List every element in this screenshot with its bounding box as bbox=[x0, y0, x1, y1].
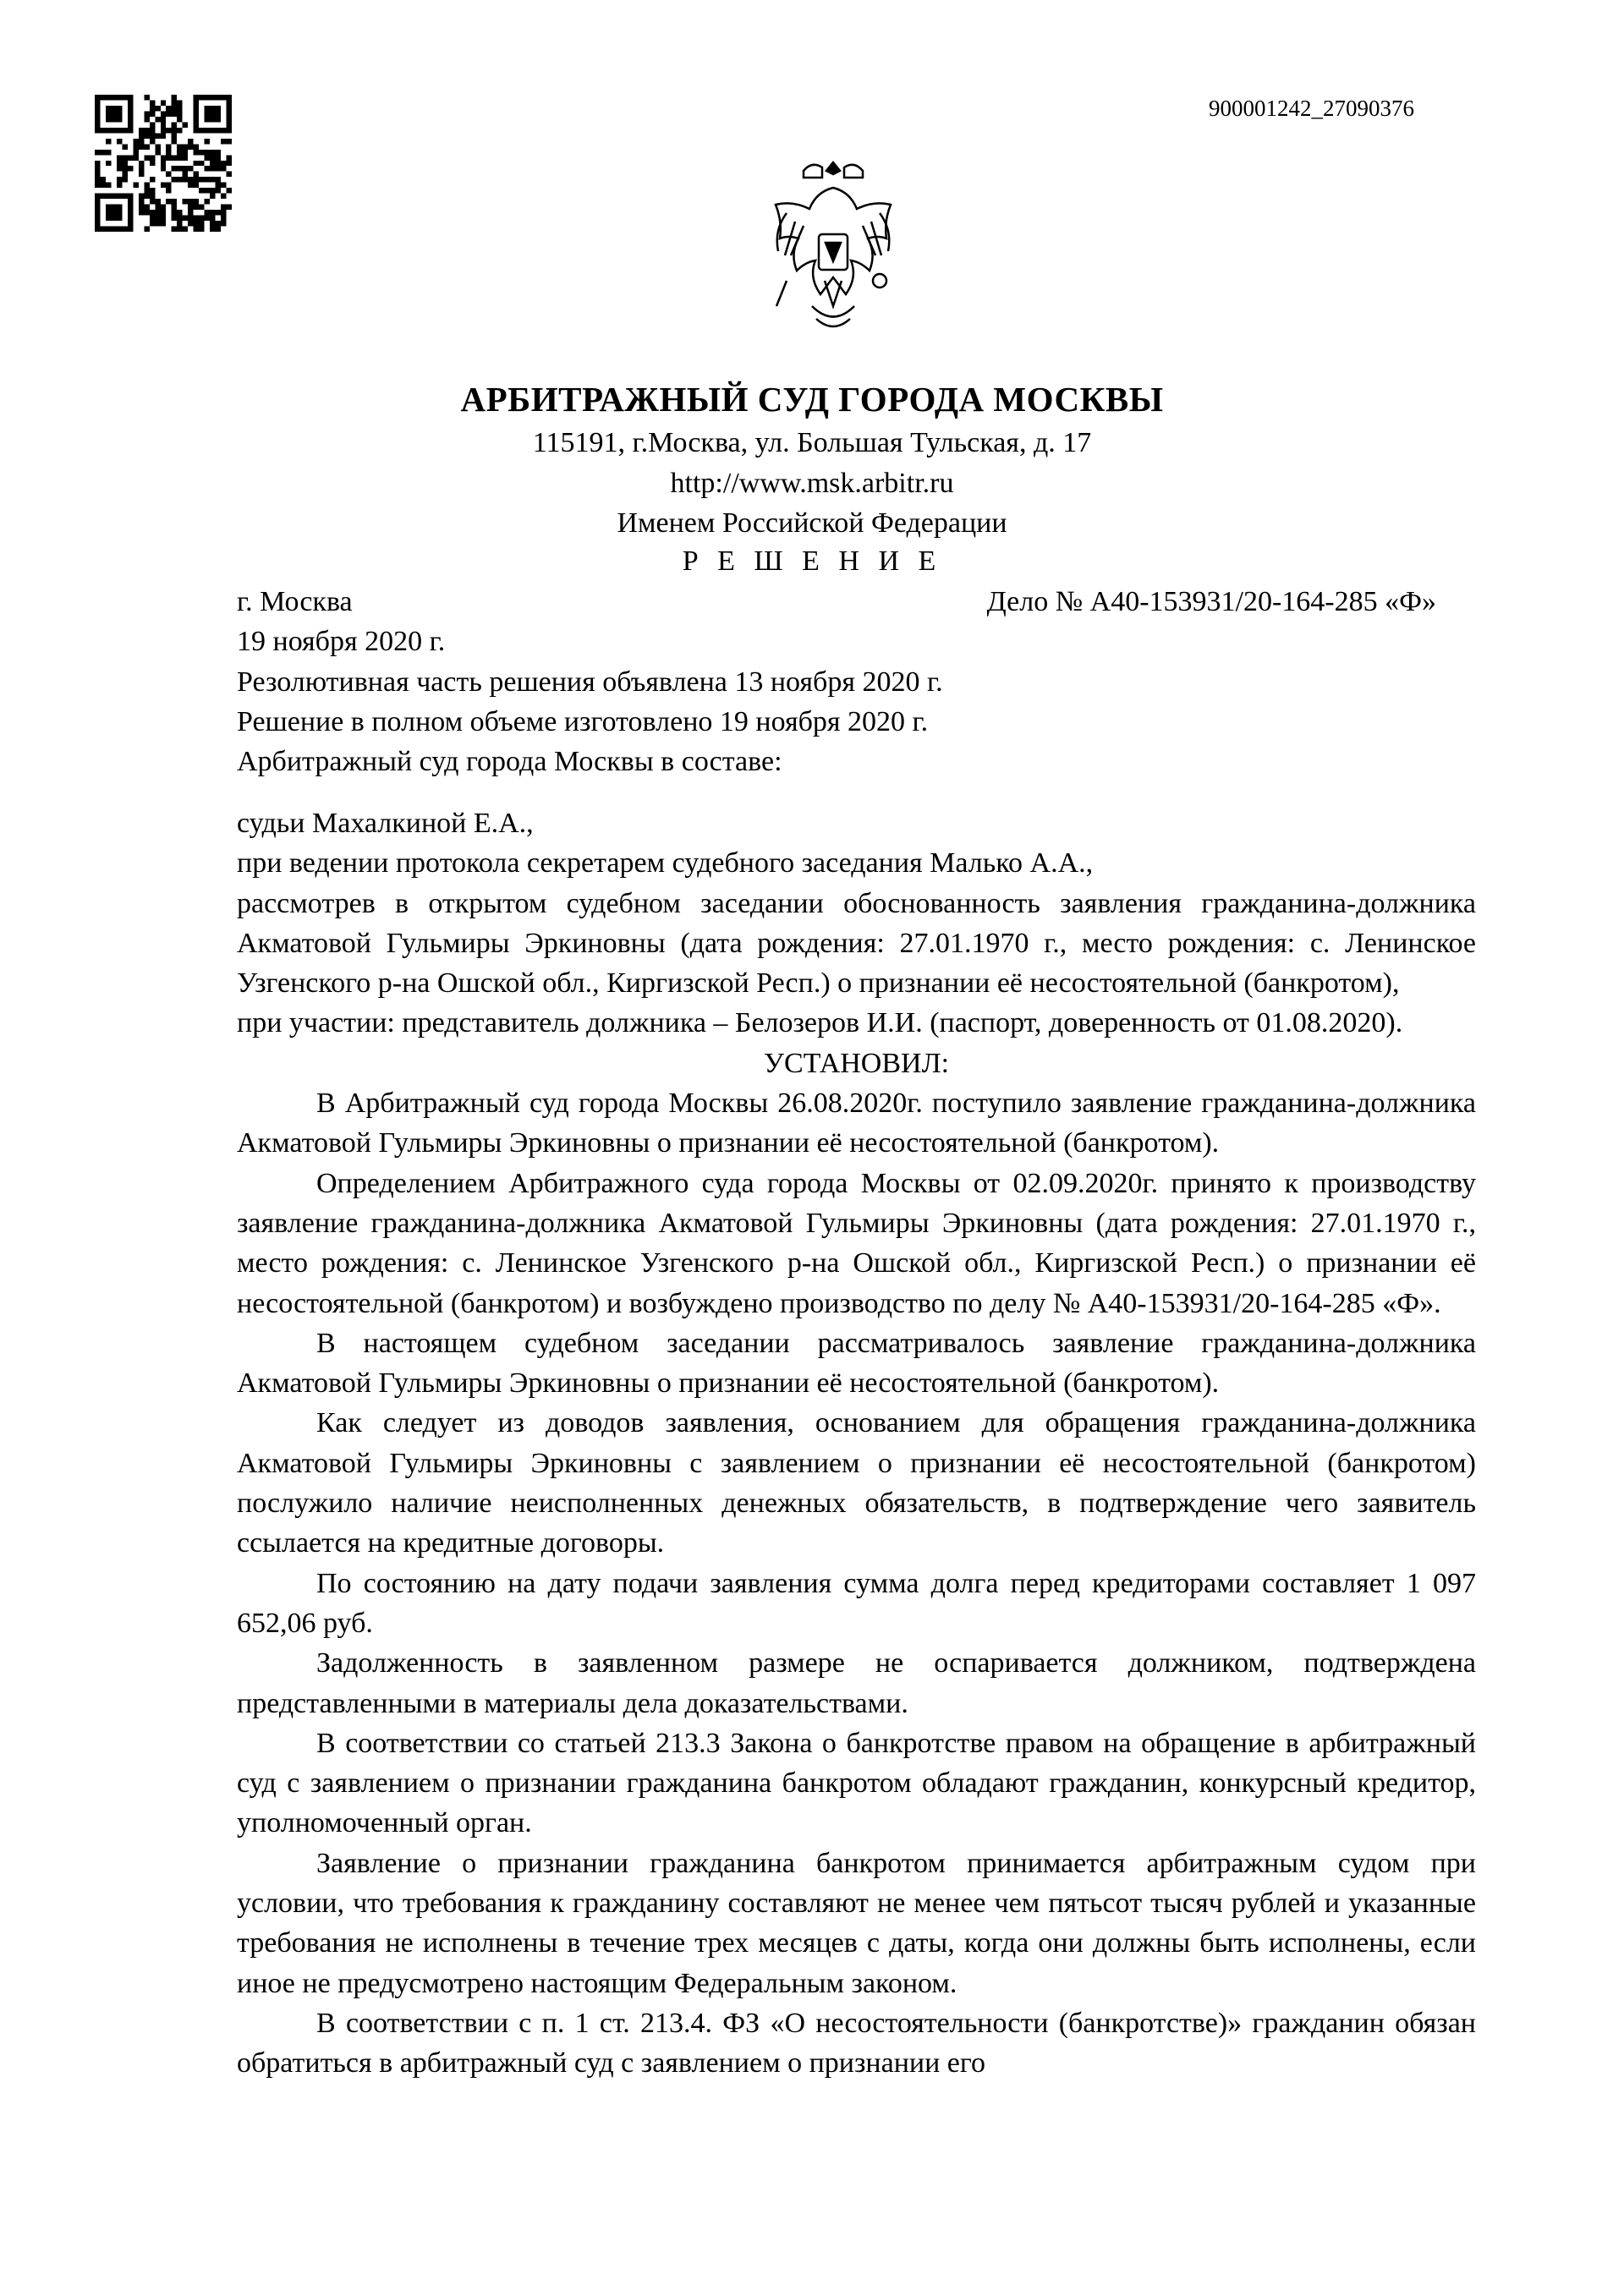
judge-line: судьи Махалкиной Е.А., bbox=[237, 808, 534, 839]
paragraph: Как следует из доводов заявления, основанием для обращения гражданина-должника Акматовой Гульмиры Эркиновны с заявлением о признании её несостоятельной (банкротом) послужило наличие неисполненных денежных обязательств, в подтверждение чего заявитель ссылается на кредитные договоры. bbox=[237, 1407, 1476, 1559]
document-body bbox=[237, 803, 1476, 2084]
paragraph: В Арбитражный суд города Москвы 26.08.2020г. поступило заявление гражданина-должника Акматовой Гульмиры Эркиновны о признании её несостоятельной (банкротом). bbox=[237, 1088, 1476, 1159]
secretary-line: при ведении протокола секретарем судебного заседания Малько А.А., bbox=[237, 847, 1094, 879]
paragraph: Задолженность в заявленном размере не оспаривается должником, подтверждена представленными в материалы дела доказательствами. bbox=[237, 1647, 1476, 1719]
case-number: Дело № А40-153931/20-164-285 «Ф» bbox=[986, 586, 1436, 617]
qr-code bbox=[95, 95, 232, 232]
paragraph: По состоянию на дату подачи заявления сумма долга перед кредиторами составляет 1 097 652,06 руб. bbox=[237, 1567, 1476, 1639]
paragraph: В соответствии с п. 1 ст. 213.4. ФЗ «О несостоятельности (банкротстве)» гражданин обязан обратиться в арбитражный суд с заявлением о признании его bbox=[237, 2007, 1476, 2080]
resolutive-part-line: Резолютивная часть решения объявлена 13 ноября 2020 г. bbox=[237, 666, 943, 698]
decision-date: 19 ноября 2020 г. bbox=[237, 626, 446, 657]
paragraph: Заявление о признании гражданина банкротом принимается арбитражным судом при условии, что требования к гражданину составляют не менее чем пятьсот тысяч рублей и указанные требования не исполнены в течение трех месяцев с даты, когда они должны быть исполнены, если иное не предусмотрено настоящим Федеральным законом. bbox=[237, 1847, 1476, 1999]
considering-paragraph: рассмотрев в открытом судебном заседании обоснованность заявления гражданина-должника Акматовой Гульмиры Эркиновны (дата рождения: 27.01.1970 г., место рождения: с. Ленинское Узгенского р-на Ошской обл., Киргизской Респ.) о признании её несостоятельной (банкротом), bbox=[237, 887, 1476, 1000]
city: г. Москва bbox=[237, 586, 353, 617]
court-name: АРБИТРАЖНЫЙ СУД ГОРОДА МОСКВЫ bbox=[460, 380, 1164, 419]
court-website-link[interactable]: http://www.msk.arbitr.ru bbox=[670, 468, 954, 499]
authority-line: Именем Российской Федерации bbox=[617, 507, 1007, 539]
court-composition: Арбитражный суд города Москвы в составе: bbox=[237, 746, 782, 777]
participation-paragraph: при участии: представитель должника – Белозеров И.И. (паспорт, доверенность от 01.08.2020). bbox=[237, 1007, 1403, 1039]
document-type: Р Е Ш Е Н И Е bbox=[682, 545, 942, 577]
established-heading: УСТАНОВИЛ: bbox=[763, 1047, 950, 1079]
court-address: 115191, г.Москва, ул. Большая Тульская, д. 17 bbox=[532, 427, 1092, 458]
full-decision-line: Решение в полном объеме изготовлено 19 ноября 2020 г. bbox=[237, 706, 929, 737]
document-id: 900001242_27090376 bbox=[1209, 96, 1414, 121]
paragraph: В настоящем судебном заседании рассматривалось заявление гражданина-должника Акматовой Гульмиры Эркиновны о признании её несостоятельной (банкротом). bbox=[237, 1327, 1476, 1400]
paragraph: В соответствии со статьей 213.3 Закона о банкротстве правом на обращение в арбитражный суд с заявлением о признании гражданина банкротом обладают гражданин, конкурсный кредитор, уполномоченный орган. bbox=[237, 1727, 1476, 1839]
paragraph: Определением Арбитражного суда города Москвы от 02.09.2020г. принято к производству заявление гражданина-должника Акматовой Гульмиры Эркиновны (дата рождения: 27.01.1970 г., место рождения: с. Ленинское Узгенского р-на Ошской обл., Киргизской Респ.) о признании её несостоятельной (банкротом) и возбуждено производство по делу № А40-153931/20-164-285 «Ф». bbox=[237, 1167, 1476, 1319]
coat-of-arms-icon bbox=[753, 154, 914, 340]
